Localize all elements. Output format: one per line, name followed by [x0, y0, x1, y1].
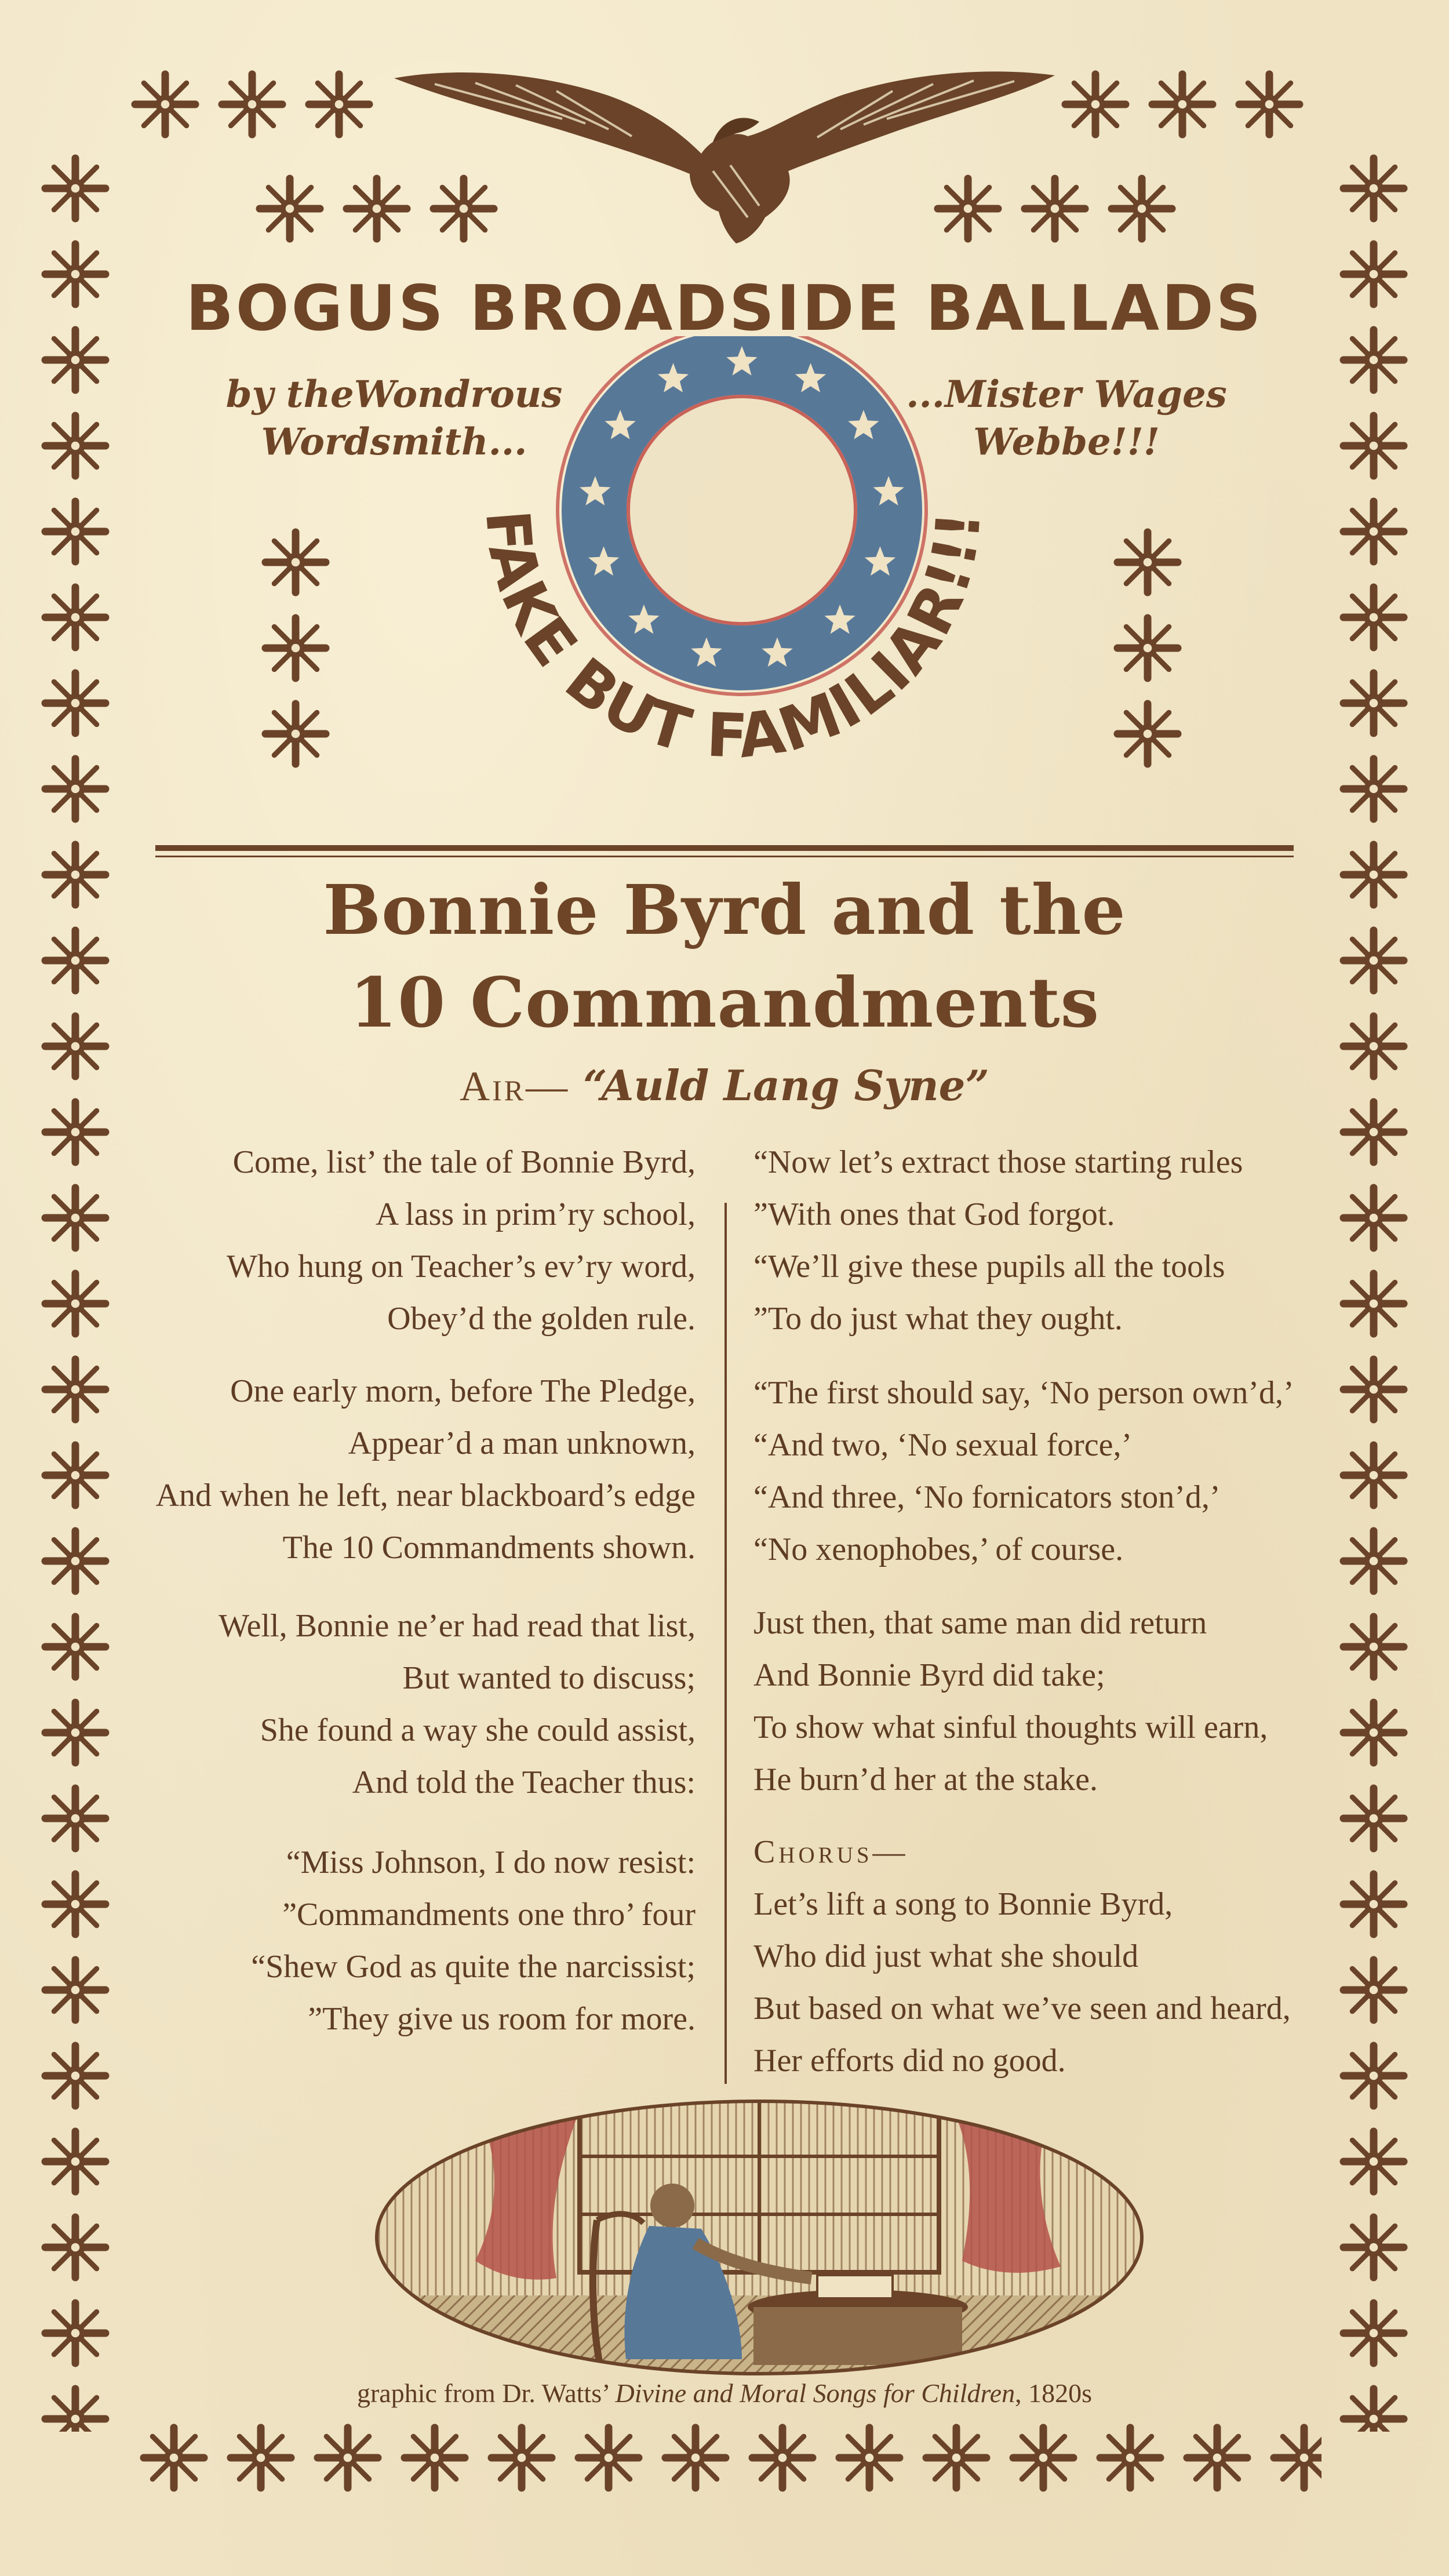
stanza-right-1 — [753, 1136, 1345, 1345]
asterisk-ornament-icon — [1344, 2303, 1404, 2363]
stanza-right-3 — [753, 1597, 1345, 1806]
credit-work: Divine and Moral Songs for Children — [615, 2378, 1015, 2408]
side-ornament-left — [255, 522, 336, 788]
verse-line: And when he left, near blackboard’s edge — [155, 1478, 696, 1513]
asterisk-ornament-icon — [45, 1188, 105, 1248]
asterisk-ornament-icon — [839, 2428, 900, 2488]
verse-line: “Miss Johnson, I do now resist: — [286, 1844, 696, 1880]
stanza-left-3 — [116, 1600, 696, 1809]
asterisk-ornament-icon — [1274, 2428, 1321, 2488]
verse-line: But wanted to discuss; — [402, 1660, 696, 1696]
asterisk-ornament-icon — [45, 2046, 105, 2106]
air-line — [0, 1061, 1449, 1111]
verse-line: “And three, ‘No fornicators ston’d,’ — [753, 1479, 1221, 1515]
top-left-ornament — [125, 64, 403, 145]
asterisk-ornament-icon — [45, 1531, 105, 1591]
verse-line: “Shew God as quite the narcissist; — [251, 1949, 696, 1985]
asterisk-ornament-icon — [1117, 704, 1178, 764]
asterisk-ornament-icon — [45, 1702, 105, 1763]
air-tune: “Auld Lang Syne” — [582, 1061, 989, 1110]
credit-suffix: , 1820s — [1015, 2378, 1092, 2408]
verse-line: One early morn, before The Pledge, — [230, 1373, 696, 1409]
header-divider-thin — [155, 856, 1294, 857]
byline-right-line-1: ...Mister Wages — [906, 373, 1227, 416]
verse-line: She found a way she could assist, — [260, 1712, 696, 1748]
asterisk-ornament-icon — [45, 1960, 105, 2020]
asterisk-ornament-icon — [135, 74, 195, 134]
air-label: Air— — [460, 1063, 570, 1109]
verse-line: Let’s lift a song to Bonnie Byrd, — [753, 1886, 1173, 1922]
left-border-ornament — [35, 148, 116, 2432]
column-divider — [724, 1203, 727, 2084]
asterisk-ornament-icon — [492, 2428, 552, 2488]
top-right-ornament — [1055, 64, 1333, 145]
verse-line: To show what sinful thoughts will earn, — [753, 1709, 1268, 1745]
asterisk-ornament-icon — [405, 2428, 465, 2488]
asterisk-ornament-icon — [1344, 1788, 1404, 1849]
stanza-left-4 — [116, 1836, 696, 2045]
header-title: BOGUS BROADSIDE BALLADS — [185, 272, 1264, 345]
asterisk-ornament-icon — [1344, 1960, 1404, 2020]
asterisk-ornament-icon — [318, 2428, 378, 2488]
verse-line: And told the Teacher thus: — [352, 1764, 696, 1800]
asterisk-ornament-icon — [926, 2428, 986, 2488]
verse-line: Who did just what she should — [753, 1938, 1139, 1974]
asterisk-ornament-icon — [1344, 1445, 1404, 1505]
asterisk-ornament-icon — [1344, 1874, 1404, 1934]
asterisk-ornament-icon — [1344, 2217, 1404, 2277]
asterisk-ornament-icon — [45, 1788, 105, 1849]
asterisk-ornament-icon — [1344, 1702, 1404, 1763]
verse-line: Who hung on Teacher’s ev’ry word, — [227, 1249, 696, 1285]
asterisk-ornament-icon — [45, 759, 105, 819]
asterisk-ornament-icon — [45, 2303, 105, 2363]
stanza-left-2 — [116, 1365, 696, 1574]
eagle-icon — [388, 55, 1061, 246]
asterisk-ornament-icon — [1344, 1102, 1404, 1162]
verse-line: “The first should say, ‘No person own’d,’ — [753, 1375, 1294, 1411]
asterisk-ornament-icon — [1344, 416, 1404, 476]
asterisk-ornament-icon — [1065, 74, 1126, 134]
asterisk-ornament-icon — [1344, 1188, 1404, 1248]
asterisk-ornament-icon — [265, 532, 326, 592]
verse-line: ”To do just what they ought. — [753, 1301, 1123, 1337]
right-column — [753, 1136, 1345, 2087]
asterisk-ornament-icon — [1100, 2428, 1160, 2488]
verse-line: Her efforts did no good. — [753, 2043, 1066, 2079]
left-column — [116, 1136, 696, 2087]
asterisk-ornament-icon — [265, 704, 326, 764]
asterisk-ornament-icon — [1117, 532, 1178, 592]
asterisk-ornament-icon — [45, 587, 105, 647]
byline-left-line-1: by theWondrous — [225, 373, 563, 416]
image-credit — [0, 2378, 1449, 2408]
asterisk-ornament-icon — [1187, 2428, 1247, 2488]
byline-right-line-2: Webbe!!! — [973, 420, 1160, 464]
poem-title-line-2: 10 Commandments — [349, 962, 1100, 1043]
asterisk-ornament-icon — [309, 74, 369, 134]
poem-title-line-1: Bonnie Byrd and the — [323, 869, 1126, 950]
chorus — [753, 1826, 1345, 2087]
asterisk-ornament-icon — [1344, 673, 1404, 733]
verse-line: “Now let’s extract those starting rules — [753, 1144, 1243, 1180]
verse-line: But based on what we’ve seen and heard, — [753, 1991, 1291, 2026]
verse-line: Come, list’ the tale of Bonnie Byrd, — [232, 1144, 696, 1180]
asterisk-ornament-icon — [265, 618, 326, 678]
verse-line: ”Commandments one thro’ four — [282, 1897, 696, 1933]
asterisk-ornament-icon — [1013, 2428, 1073, 2488]
asterisk-ornament-icon — [665, 2428, 726, 2488]
asterisk-ornament-icon — [1344, 587, 1404, 647]
stars-seal-icon — [440, 336, 1020, 846]
asterisk-ornament-icon — [45, 2131, 105, 2192]
stanza-left-1 — [116, 1136, 696, 1345]
asterisk-ornament-icon — [45, 2217, 105, 2277]
asterisk-ornament-icon — [45, 1445, 105, 1505]
asterisk-ornament-icon — [1112, 179, 1172, 239]
asterisk-ornament-icon — [1344, 1359, 1404, 1420]
asterisk-ornament-icon — [260, 179, 320, 239]
asterisk-ornament-icon — [45, 1874, 105, 1934]
asterisk-ornament-icon — [45, 1274, 105, 1334]
verse-line: Obey’d the golden rule. — [387, 1301, 696, 1337]
verse-line: The 10 Commandments shown. — [282, 1530, 696, 1566]
asterisk-ornament-icon — [1344, 1617, 1404, 1677]
asterisk-ornament-icon — [45, 1359, 105, 1420]
stanza-right-2 — [753, 1367, 1345, 1576]
asterisk-ornament-icon — [45, 673, 105, 733]
asterisk-ornament-icon — [1344, 1531, 1404, 1591]
girl-reading-vignette — [371, 2087, 1148, 2377]
verse-line: ”With ones that God forgot. — [753, 1196, 1115, 1232]
asterisk-ornament-icon — [1239, 74, 1299, 134]
verse-line: Appear’d a man unknown, — [348, 1425, 696, 1461]
asterisk-ornament-icon — [1117, 618, 1178, 678]
verse-line: “And two, ‘No sexual force,’ — [753, 1427, 1133, 1463]
asterisk-ornament-icon — [1344, 2131, 1404, 2192]
verse-line: Just then, that same man did return — [753, 1605, 1207, 1641]
asterisk-ornament-icon — [45, 1102, 105, 1162]
asterisk-ornament-icon — [231, 2428, 291, 2488]
asterisk-ornament-icon — [578, 2428, 639, 2488]
verse-line: A lass in prim’ry school, — [375, 1196, 696, 1232]
verse-line: And Bonnie Byrd did take; — [753, 1657, 1105, 1693]
asterisk-ornament-icon — [1344, 501, 1404, 562]
verse-line: “We’ll give these pupils all the tools — [753, 1249, 1225, 1285]
asterisk-ornament-icon — [1152, 74, 1213, 134]
side-ornament-right — [1107, 522, 1188, 788]
verse-line: ”They give us room for more. — [308, 2001, 696, 2037]
verse-line: He burn’d her at the stake. — [753, 1762, 1098, 1798]
asterisk-ornament-icon — [45, 501, 105, 562]
asterisk-ornament-icon — [144, 2428, 204, 2488]
asterisk-ornament-icon — [45, 1617, 105, 1677]
chorus-label: Chorus— — [753, 1834, 909, 1870]
seal-text: FAKE BUT FAMILIAR!!! — [471, 507, 995, 772]
header-divider-thick — [155, 845, 1294, 851]
right-border-ornament — [1333, 148, 1414, 2432]
asterisk-ornament-icon — [45, 158, 105, 219]
asterisk-ornament-icon — [222, 74, 282, 134]
credit-prefix: graphic from Dr. Watts’ — [356, 2378, 616, 2408]
asterisk-ornament-icon — [1344, 158, 1404, 219]
bottom-border-ornament — [133, 2417, 1321, 2498]
verse-line: Well, Bonnie ne’er had read that list, — [219, 1608, 696, 1644]
asterisk-ornament-icon — [45, 416, 105, 476]
asterisk-ornament-icon — [1344, 2046, 1404, 2106]
asterisk-ornament-icon — [1344, 1274, 1404, 1334]
asterisk-ornament-icon — [1344, 759, 1404, 819]
asterisk-ornament-icon — [752, 2428, 813, 2488]
byline-left-line-2: Wordsmith... — [261, 420, 527, 464]
verse-line: “No xenophobes,’ of course. — [753, 1531, 1124, 1567]
